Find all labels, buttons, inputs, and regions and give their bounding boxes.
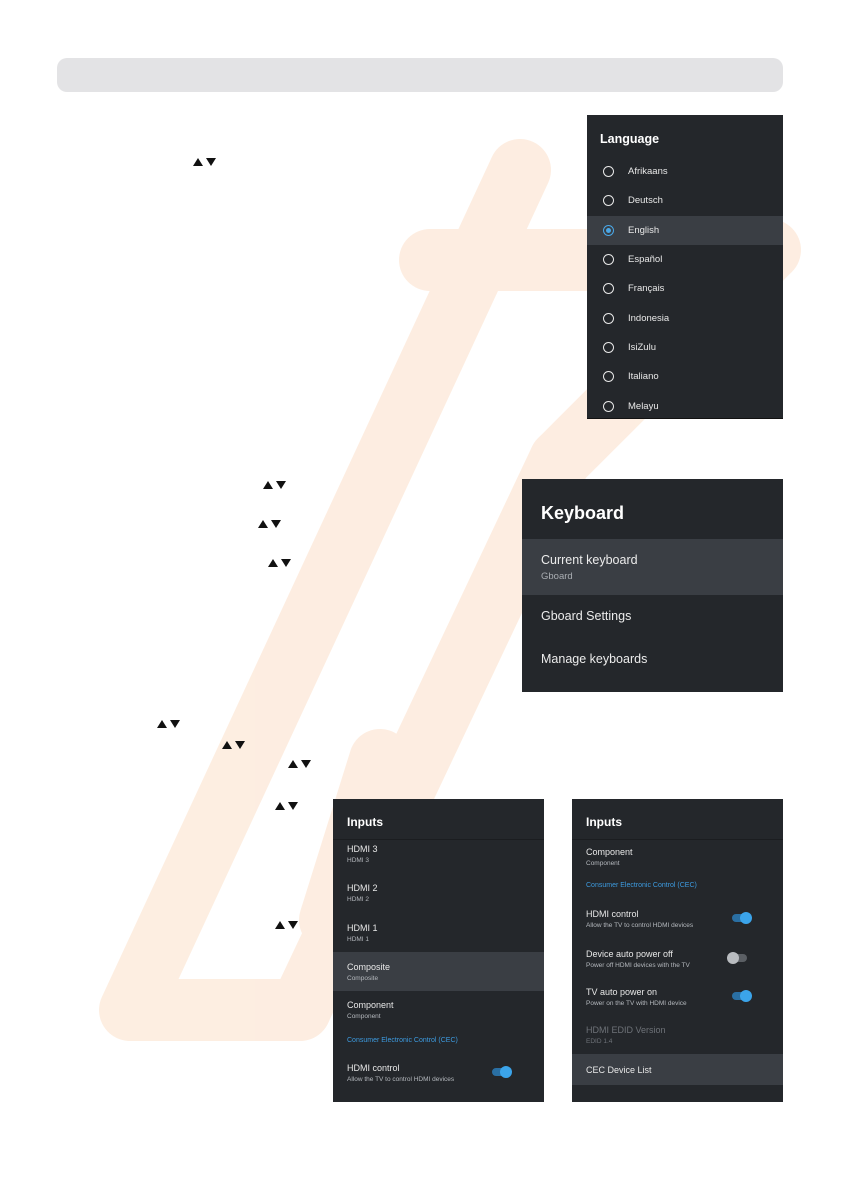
input-hdmi2-item[interactable] bbox=[333, 883, 544, 913]
input-label: HDMI 1 bbox=[347, 923, 378, 933]
up-down-arrow-icon bbox=[193, 158, 216, 166]
input-sublabel: HDMI 3 bbox=[347, 857, 370, 864]
inputs-panel-1 bbox=[333, 799, 544, 1102]
input-composite-item[interactable] bbox=[333, 952, 544, 991]
input-label: Component bbox=[347, 1000, 394, 1010]
gboard-settings-item[interactable] bbox=[522, 595, 783, 639]
toggle-knob bbox=[740, 990, 752, 1002]
inputs-panel-title: Inputs bbox=[347, 815, 383, 829]
language-option-label: English bbox=[628, 224, 660, 236]
input-sublabel: Composite bbox=[347, 975, 379, 982]
language-option[interactable] bbox=[587, 391, 783, 419]
input-hdmi1-item[interactable] bbox=[333, 923, 544, 953]
hdmi-control-toggle[interactable] bbox=[492, 1068, 510, 1076]
up-down-arrow-icon bbox=[275, 921, 298, 929]
up-down-arrow-icon bbox=[222, 741, 245, 749]
up-down-arrow-icon bbox=[263, 481, 286, 489]
auto-power-off-label: Device auto power off bbox=[586, 949, 673, 959]
cec-device-list-item[interactable] bbox=[572, 1054, 783, 1085]
edid-label: HDMI EDID Version bbox=[586, 1025, 666, 1035]
current-keyboard-label: Current keyboard bbox=[541, 553, 638, 567]
auto-power-on-sublabel: Power on the TV with HDMI device bbox=[586, 1000, 687, 1007]
radio-button-icon[interactable] bbox=[603, 401, 614, 412]
input-label: HDMI 3 bbox=[347, 844, 378, 854]
up-down-arrow-icon bbox=[288, 760, 311, 768]
input-sublabel: Component bbox=[347, 1013, 381, 1020]
cec-section-header: Consumer Electronic Control (CEC) bbox=[347, 1037, 458, 1044]
up-down-arrow-icon bbox=[157, 720, 180, 728]
hdmi-control-item[interactable] bbox=[333, 1063, 544, 1093]
input-sublabel: HDMI 2 bbox=[347, 896, 370, 903]
up-down-arrow-icon bbox=[258, 520, 281, 528]
manage-keyboards-label: Manage keyboards bbox=[541, 652, 648, 666]
language-list bbox=[587, 157, 783, 419]
section-header-bar bbox=[57, 58, 783, 92]
radio-button-icon[interactable] bbox=[603, 166, 614, 177]
toggle-knob bbox=[727, 952, 739, 964]
hdmi-control-toggle[interactable] bbox=[732, 914, 750, 922]
radio-button-icon[interactable] bbox=[603, 254, 614, 265]
inputs-panel-title: Inputs bbox=[586, 815, 622, 829]
gboard-settings-label: Gboard Settings bbox=[541, 609, 632, 623]
input-label: Component bbox=[586, 847, 633, 857]
language-option-label: Melayu bbox=[628, 400, 659, 412]
cec-section-header: Consumer Electronic Control (CEC) bbox=[586, 882, 697, 889]
current-keyboard-item[interactable] bbox=[522, 539, 783, 595]
hdmi-control-label: HDMI control bbox=[347, 1063, 400, 1073]
language-option-label: Français bbox=[628, 283, 665, 295]
language-option-label: Afrikaans bbox=[628, 166, 668, 178]
keyboard-panel-title: Keyboard bbox=[541, 503, 625, 523]
input-component-item[interactable] bbox=[572, 847, 783, 877]
manage-keyboards-item[interactable] bbox=[522, 639, 783, 683]
radio-button-icon[interactable] bbox=[603, 371, 614, 382]
hdmi-control-item[interactable] bbox=[572, 909, 783, 939]
up-down-arrow-icon bbox=[275, 802, 298, 810]
language-option[interactable] bbox=[587, 333, 783, 362]
hdmi-control-sublabel: Allow the TV to control HDMI devices bbox=[586, 922, 694, 929]
language-option-selected[interactable] bbox=[587, 216, 783, 245]
inputs-panel-2 bbox=[572, 799, 783, 1102]
up-down-arrow-icon bbox=[268, 559, 291, 567]
language-option[interactable] bbox=[587, 245, 783, 274]
input-label: HDMI 2 bbox=[347, 883, 378, 893]
current-keyboard-value: Gboard bbox=[541, 571, 573, 582]
toggle-knob bbox=[500, 1066, 512, 1078]
cec-device-list-label: CEC Device List bbox=[586, 1065, 652, 1075]
hdmi-control-label: HDMI control bbox=[586, 909, 639, 919]
language-option-label: Deutsch bbox=[628, 195, 663, 207]
input-sublabel: Component bbox=[586, 860, 620, 867]
language-option[interactable] bbox=[587, 303, 783, 332]
auto-power-off-toggle[interactable] bbox=[729, 954, 747, 962]
radio-button-icon[interactable] bbox=[603, 195, 614, 206]
input-label: Composite bbox=[347, 962, 391, 972]
radio-button-icon[interactable] bbox=[603, 342, 614, 353]
input-hdmi3-item[interactable] bbox=[333, 844, 544, 874]
radio-button-icon[interactable] bbox=[603, 283, 614, 294]
radio-button-icon[interactable] bbox=[603, 313, 614, 324]
language-option[interactable] bbox=[587, 362, 783, 391]
hdmi-control-sublabel: Allow the TV to control HDMI devices bbox=[347, 1076, 455, 1083]
auto-power-on-label: TV auto power on bbox=[586, 987, 658, 997]
auto-power-off-sublabel: Power off HDMI devices with the TV bbox=[586, 962, 690, 969]
language-panel-title: Language bbox=[600, 132, 660, 146]
language-option[interactable] bbox=[587, 157, 783, 186]
hdmi-edid-version-item bbox=[572, 1025, 783, 1055]
radio-button-checked-icon[interactable] bbox=[603, 225, 614, 236]
language-option-label: Indonesia bbox=[628, 312, 670, 324]
language-option[interactable] bbox=[587, 186, 783, 215]
language-option-label: Español bbox=[628, 254, 663, 266]
divider bbox=[333, 839, 544, 840]
tv-auto-power-on-item[interactable] bbox=[572, 987, 783, 1017]
input-sublabel: HDMI 1 bbox=[347, 936, 370, 943]
language-option[interactable] bbox=[587, 274, 783, 303]
language-panel bbox=[587, 115, 783, 419]
language-option-label: IsiZulu bbox=[628, 341, 656, 353]
input-component-item[interactable] bbox=[333, 1000, 544, 1030]
auto-power-on-toggle[interactable] bbox=[732, 992, 750, 1000]
edid-sublabel: EDID 1.4 bbox=[586, 1038, 613, 1045]
toggle-knob bbox=[740, 912, 752, 924]
keyboard-panel bbox=[522, 479, 783, 692]
language-option-label: Italiano bbox=[628, 371, 659, 383]
divider bbox=[572, 839, 783, 840]
device-auto-power-off-item[interactable] bbox=[572, 949, 783, 979]
